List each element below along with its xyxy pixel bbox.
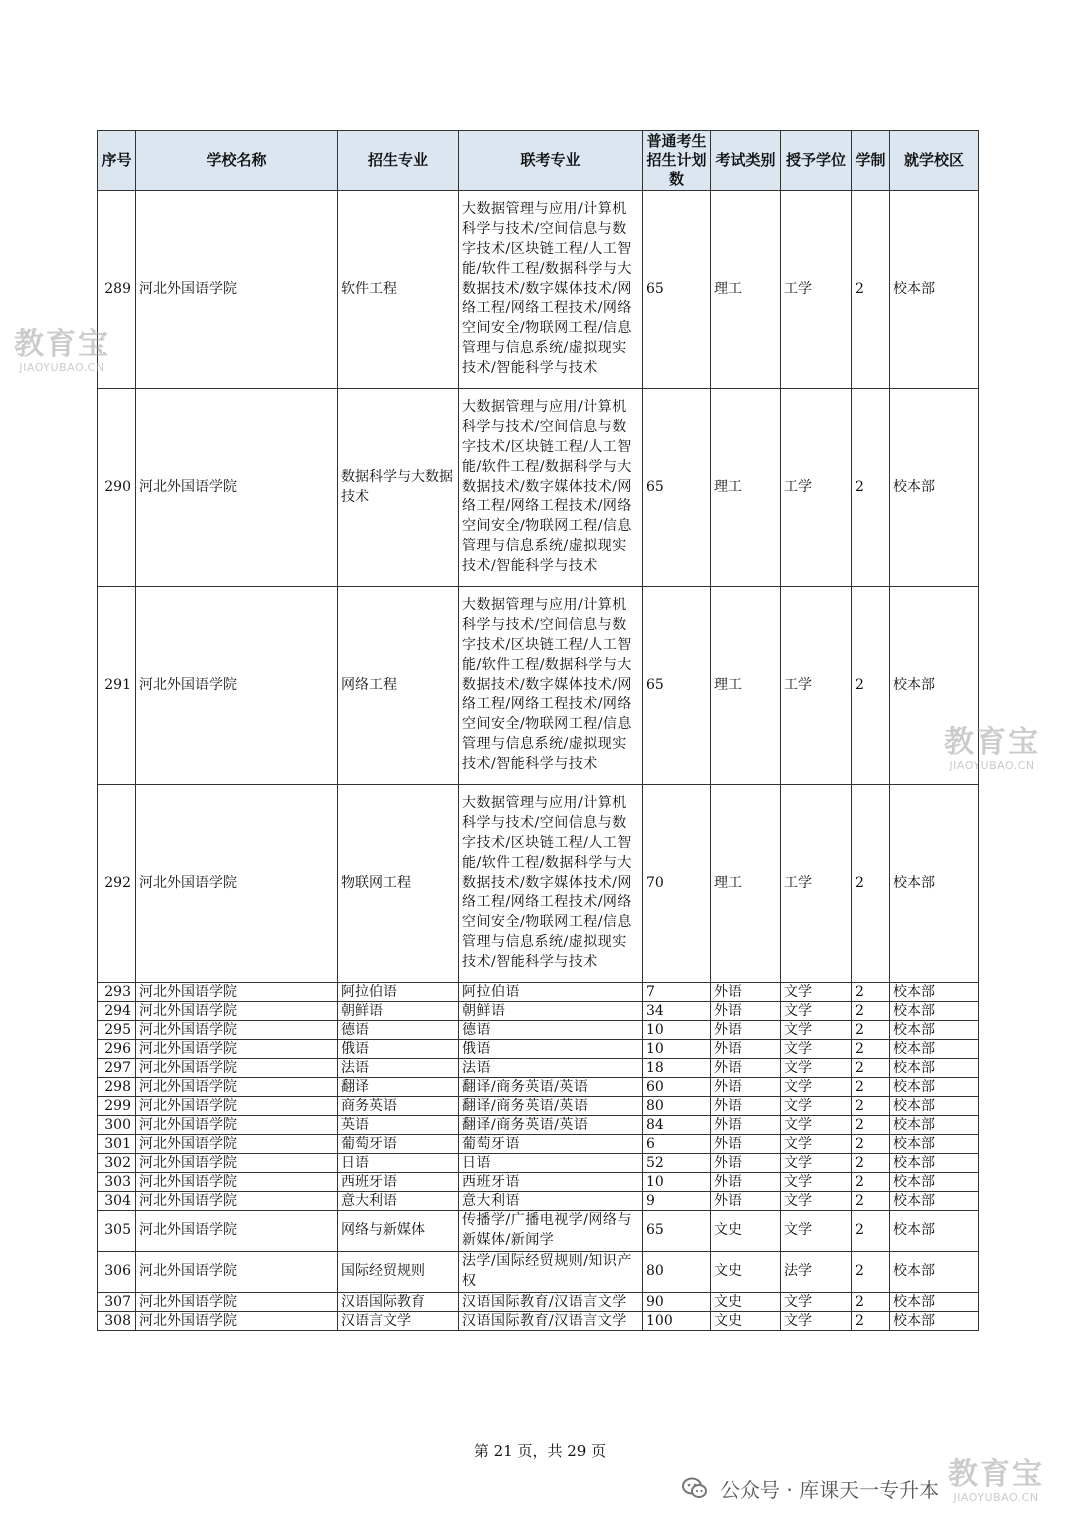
cell-degree: 工学 (781, 785, 852, 983)
cell-exam: 大数据管理与应用/计算机科学与技术/空间信息与数字技术/区块链工程/人工智能/软件工程/数据科学与大数据技术/数字媒体技术/网络工程/网络工程技术/网络空间安全/物联网工程/信息管理与信息系统/虚拟现实技术/智能科学与技术 (459, 785, 643, 983)
watermark-cn: 教育宝 (14, 327, 110, 362)
cell-school: 河北外国语学院 (136, 785, 338, 983)
cell-campus: 校本部 (890, 1097, 979, 1116)
cell-category: 外语 (711, 1116, 781, 1135)
cell-exam: 大数据管理与应用/计算机科学与技术/空间信息与数字技术/区块链工程/人工智能/软件工程/数据科学与大数据技术/数字媒体技术/网络工程/网络工程技术/网络空间安全/物联网工程/信息管理与信息系统/虚拟现实技术/智能科学与技术 (459, 389, 643, 587)
table-header-row (98, 131, 979, 191)
cell-school: 河北外国语学院 (136, 1097, 338, 1116)
cell-exam: 法语 (459, 1059, 643, 1078)
cell-years: 2 (852, 1173, 890, 1192)
cell-exam: 翻译/商务英语/英语 (459, 1078, 643, 1097)
cell-years: 2 (852, 1116, 890, 1135)
cell-years: 2 (852, 1311, 890, 1330)
cell-category: 外语 (711, 1192, 781, 1211)
cell-no: 307 (98, 1292, 136, 1311)
cell-category: 外语 (711, 1059, 781, 1078)
cell-years: 2 (852, 1292, 890, 1311)
cell-major: 翻译 (338, 1078, 459, 1097)
page-number: 第 21 页，共 29 页 (473, 1442, 607, 1460)
header-category: 考试类别 (711, 131, 781, 191)
cell-no: 300 (98, 1116, 136, 1135)
cell-years: 2 (852, 1040, 890, 1059)
cell-years: 2 (852, 1251, 890, 1292)
cell-plan: 9 (643, 1192, 711, 1211)
cell-category: 外语 (711, 983, 781, 1002)
cell-category: 外语 (711, 1002, 781, 1021)
cell-campus: 校本部 (890, 1251, 979, 1292)
cell-exam: 翻译/商务英语/英语 (459, 1116, 643, 1135)
cell-degree: 文学 (781, 1059, 852, 1078)
header-major: 招生专业 (338, 131, 459, 191)
cell-campus: 校本部 (890, 1211, 979, 1252)
cell-major: 日语 (338, 1154, 459, 1173)
table-row (98, 1040, 979, 1059)
cell-plan: 10 (643, 1021, 711, 1040)
cell-plan: 65 (643, 587, 711, 785)
cell-school: 河北外国语学院 (136, 1059, 338, 1078)
cell-major: 德语 (338, 1021, 459, 1040)
cell-category: 文史 (711, 1292, 781, 1311)
cell-plan: 80 (643, 1097, 711, 1116)
cell-campus: 校本部 (890, 1040, 979, 1059)
cell-no: 303 (98, 1173, 136, 1192)
cell-major: 阿拉伯语 (338, 983, 459, 1002)
cell-years: 2 (852, 191, 890, 389)
cell-major: 法语 (338, 1059, 459, 1078)
cell-category: 外语 (711, 1135, 781, 1154)
cell-major: 数据科学与大数据技术 (338, 389, 459, 587)
cell-school: 河北外国语学院 (136, 1116, 338, 1135)
cell-degree: 文学 (781, 1311, 852, 1330)
cell-category: 理工 (711, 587, 781, 785)
cell-no: 297 (98, 1059, 136, 1078)
cell-category: 理工 (711, 785, 781, 983)
cell-school: 河北外国语学院 (136, 587, 338, 785)
cell-category: 文史 (711, 1211, 781, 1252)
cell-campus: 校本部 (890, 1116, 979, 1135)
cell-exam: 朝鲜语 (459, 1002, 643, 1021)
watermark-cn: 教育宝 (944, 725, 1040, 760)
admission-plan-table (97, 130, 979, 1331)
cell-campus: 校本部 (890, 389, 979, 587)
cell-category: 理工 (711, 389, 781, 587)
cell-degree: 文学 (781, 1116, 852, 1135)
cell-campus: 校本部 (890, 191, 979, 389)
table-row (98, 785, 979, 983)
table-row (98, 191, 979, 389)
cell-category: 外语 (711, 1097, 781, 1116)
cell-exam: 西班牙语 (459, 1173, 643, 1192)
cell-major: 朝鲜语 (338, 1002, 459, 1021)
cell-degree: 工学 (781, 191, 852, 389)
cell-major: 物联网工程 (338, 785, 459, 983)
header-school: 学校名称 (136, 131, 338, 191)
cell-campus: 校本部 (890, 785, 979, 983)
table-row (98, 1173, 979, 1192)
cell-no: 290 (98, 389, 136, 587)
cell-no: 299 (98, 1097, 136, 1116)
cell-campus: 校本部 (890, 983, 979, 1002)
table-row (98, 1097, 979, 1116)
cell-years: 2 (852, 1002, 890, 1021)
watermark-cn: 教育宝 (948, 1457, 1044, 1492)
cell-campus: 校本部 (890, 587, 979, 785)
cell-exam: 意大利语 (459, 1192, 643, 1211)
cell-exam: 大数据管理与应用/计算机科学与技术/空间信息与数字技术/区块链工程/人工智能/软件工程/数据科学与大数据技术/数字媒体技术/网络工程/网络工程技术/网络空间安全/物联网工程/信息管理与信息系统/虚拟现实技术/智能科学与技术 (459, 191, 643, 389)
cell-no: 304 (98, 1192, 136, 1211)
cell-school: 河北外国语学院 (136, 1292, 338, 1311)
cell-no: 291 (98, 587, 136, 785)
cell-years: 2 (852, 1078, 890, 1097)
table-row (98, 389, 979, 587)
cell-no: 301 (98, 1135, 136, 1154)
cell-no: 302 (98, 1154, 136, 1173)
cell-campus: 校本部 (890, 1292, 979, 1311)
cell-degree: 文学 (781, 1040, 852, 1059)
cell-years: 2 (852, 389, 890, 587)
header-degree: 授予学位 (781, 131, 852, 191)
account-name: 公众号 · 库课天一专升本 (720, 1477, 940, 1502)
watermark-logo (944, 725, 1040, 772)
cell-major: 英语 (338, 1116, 459, 1135)
cell-years: 2 (852, 1021, 890, 1040)
cell-degree: 文学 (781, 1021, 852, 1040)
cell-years: 2 (852, 983, 890, 1002)
cell-campus: 校本部 (890, 1311, 979, 1330)
cell-years: 2 (852, 587, 890, 785)
cell-no: 295 (98, 1021, 136, 1040)
table-row (98, 1211, 979, 1252)
cell-major: 网络工程 (338, 587, 459, 785)
cell-major: 意大利语 (338, 1192, 459, 1211)
cell-campus: 校本部 (890, 1021, 979, 1040)
table-row (98, 587, 979, 785)
cell-degree: 文学 (781, 983, 852, 1002)
cell-plan: 100 (643, 1311, 711, 1330)
cell-plan: 90 (643, 1292, 711, 1311)
cell-no: 289 (98, 191, 136, 389)
cell-years: 2 (852, 1135, 890, 1154)
header-exam: 联考专业 (459, 131, 643, 191)
cell-degree: 文学 (781, 1154, 852, 1173)
cell-degree: 文学 (781, 1173, 852, 1192)
table-row (98, 1292, 979, 1311)
cell-category: 外语 (711, 1021, 781, 1040)
watermark-en: JIAOYUBAO.CN (19, 361, 105, 374)
cell-degree: 文学 (781, 1078, 852, 1097)
header-plan: 普通考生招生计划数 (643, 131, 711, 191)
cell-category: 文史 (711, 1251, 781, 1292)
cell-no: 306 (98, 1251, 136, 1292)
cell-major: 汉语国际教育 (338, 1292, 459, 1311)
cell-plan: 6 (643, 1135, 711, 1154)
cell-plan: 60 (643, 1078, 711, 1097)
cell-no: 298 (98, 1078, 136, 1097)
cell-years: 2 (852, 1192, 890, 1211)
header-no: 序号 (98, 131, 136, 191)
cell-major: 西班牙语 (338, 1173, 459, 1192)
cell-category: 文史 (711, 1311, 781, 1330)
cell-category: 外语 (711, 1040, 781, 1059)
cell-plan: 52 (643, 1154, 711, 1173)
cell-school: 河北外国语学院 (136, 1002, 338, 1021)
cell-major: 葡萄牙语 (338, 1135, 459, 1154)
cell-exam: 翻译/商务英语/英语 (459, 1097, 643, 1116)
cell-degree: 文学 (781, 1211, 852, 1252)
cell-plan: 18 (643, 1059, 711, 1078)
cell-plan: 84 (643, 1116, 711, 1135)
table-row (98, 1154, 979, 1173)
table-row (98, 983, 979, 1002)
table-row (98, 1192, 979, 1211)
cell-category: 理工 (711, 191, 781, 389)
cell-major: 俄语 (338, 1040, 459, 1059)
cell-no: 294 (98, 1002, 136, 1021)
cell-degree: 文学 (781, 1292, 852, 1311)
cell-no: 305 (98, 1211, 136, 1252)
cell-campus: 校本部 (890, 1154, 979, 1173)
table-row (98, 1116, 979, 1135)
cell-years: 2 (852, 1154, 890, 1173)
cell-major: 商务英语 (338, 1097, 459, 1116)
cell-school: 河北外国语学院 (136, 983, 338, 1002)
wechat-icon (680, 1473, 710, 1503)
cell-campus: 校本部 (890, 1059, 979, 1078)
cell-school: 河北外国语学院 (136, 1021, 338, 1040)
cell-major: 网络与新媒体 (338, 1211, 459, 1252)
cell-plan: 7 (643, 983, 711, 1002)
cell-years: 2 (852, 1059, 890, 1078)
cell-exam: 汉语国际教育/汉语言文学 (459, 1311, 643, 1330)
cell-plan: 70 (643, 785, 711, 983)
cell-school: 河北外国语学院 (136, 1135, 338, 1154)
header-campus: 就学校区 (890, 131, 979, 191)
cell-plan: 65 (643, 1211, 711, 1252)
cell-degree: 文学 (781, 1192, 852, 1211)
cell-major: 国际经贸规则 (338, 1251, 459, 1292)
cell-exam: 汉语国际教育/汉语言文学 (459, 1292, 643, 1311)
cell-category: 外语 (711, 1078, 781, 1097)
cell-no: 308 (98, 1311, 136, 1330)
cell-campus: 校本部 (890, 1173, 979, 1192)
cell-major: 软件工程 (338, 191, 459, 389)
cell-exam: 阿拉伯语 (459, 983, 643, 1002)
header-years: 学制 (852, 131, 890, 191)
cell-plan: 65 (643, 191, 711, 389)
cell-exam: 法学/国际经贸规则/知识产权 (459, 1251, 643, 1292)
cell-major: 汉语言文学 (338, 1311, 459, 1330)
cell-exam: 葡萄牙语 (459, 1135, 643, 1154)
cell-plan: 10 (643, 1040, 711, 1059)
cell-school: 河北外国语学院 (136, 1192, 338, 1211)
cell-school: 河北外国语学院 (136, 191, 338, 389)
cell-exam: 传播学/广播电视学/网络与新媒体/新闻学 (459, 1211, 643, 1252)
cell-degree: 工学 (781, 587, 852, 785)
cell-plan: 10 (643, 1173, 711, 1192)
cell-school: 河北外国语学院 (136, 1311, 338, 1330)
cell-school: 河北外国语学院 (136, 1251, 338, 1292)
cell-campus: 校本部 (890, 1135, 979, 1154)
table-row (98, 1251, 979, 1292)
cell-years: 2 (852, 785, 890, 983)
cell-years: 2 (852, 1211, 890, 1252)
watermark-en: JIAOYUBAO.CN (953, 1491, 1039, 1504)
cell-campus: 校本部 (890, 1078, 979, 1097)
cell-degree: 法学 (781, 1251, 852, 1292)
watermark-en: JIAOYUBAO.CN (949, 759, 1035, 772)
table-row (98, 1078, 979, 1097)
cell-exam: 日语 (459, 1154, 643, 1173)
cell-campus: 校本部 (890, 1192, 979, 1211)
cell-exam: 大数据管理与应用/计算机科学与技术/空间信息与数字技术/区块链工程/人工智能/软件工程/数据科学与大数据技术/数字媒体技术/网络工程/网络工程技术/网络空间安全/物联网工程/信息管理与信息系统/虚拟现实技术/智能科学与技术 (459, 587, 643, 785)
table-row (98, 1021, 979, 1040)
cell-category: 外语 (711, 1154, 781, 1173)
table-body (98, 191, 979, 1331)
watermark-logo (948, 1457, 1044, 1504)
table-row (98, 1135, 979, 1154)
wechat-account-bar (680, 1470, 939, 1506)
cell-no: 293 (98, 983, 136, 1002)
cell-degree: 工学 (781, 389, 852, 587)
cell-plan: 65 (643, 389, 711, 587)
table-row (98, 1002, 979, 1021)
cell-plan: 80 (643, 1251, 711, 1292)
cell-school: 河北外国语学院 (136, 1040, 338, 1059)
cell-exam: 德语 (459, 1021, 643, 1040)
cell-school: 河北外国语学院 (136, 1173, 338, 1192)
cell-school: 河北外国语学院 (136, 389, 338, 587)
watermark-logo (14, 327, 110, 374)
cell-plan: 34 (643, 1002, 711, 1021)
cell-degree: 文学 (781, 1097, 852, 1116)
cell-exam: 俄语 (459, 1040, 643, 1059)
cell-no: 296 (98, 1040, 136, 1059)
cell-campus: 校本部 (890, 1002, 979, 1021)
cell-no: 292 (98, 785, 136, 983)
table-row (98, 1059, 979, 1078)
table-row (98, 1311, 979, 1330)
cell-degree: 文学 (781, 1002, 852, 1021)
cell-years: 2 (852, 1097, 890, 1116)
cell-degree: 文学 (781, 1135, 852, 1154)
cell-school: 河北外国语学院 (136, 1154, 338, 1173)
cell-school: 河北外国语学院 (136, 1211, 338, 1252)
cell-category: 外语 (711, 1173, 781, 1192)
cell-school: 河北外国语学院 (136, 1078, 338, 1097)
